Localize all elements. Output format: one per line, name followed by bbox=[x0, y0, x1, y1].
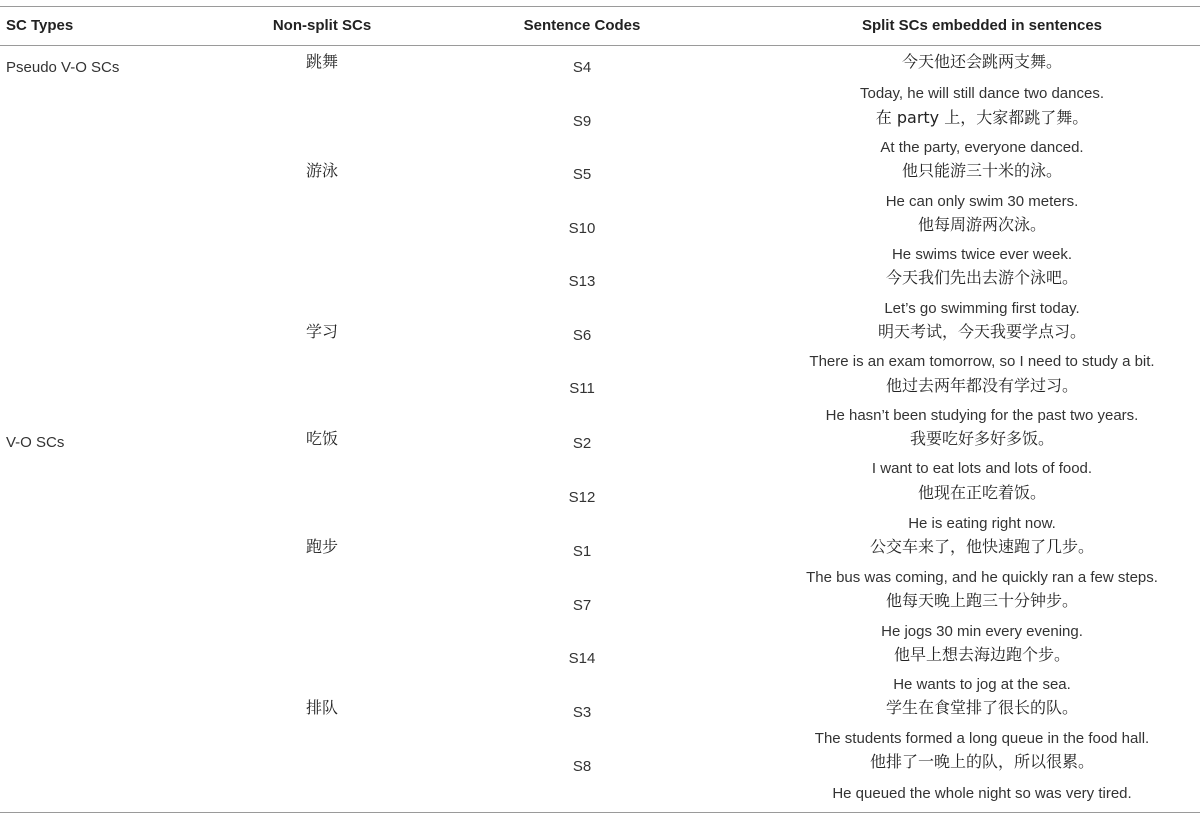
sentence-code: S14 bbox=[568, 650, 596, 667]
sentence-zh: 他只能游三十米的泳。 bbox=[901, 161, 1063, 180]
non-split-sc: 游泳 bbox=[305, 161, 339, 180]
sentence-zh: 今天他还会跳两支舞。 bbox=[901, 52, 1063, 71]
sentence-code: S8 bbox=[572, 758, 592, 775]
header-sentence-codes: Sentence Codes bbox=[523, 17, 641, 34]
non-split-sc: 跳舞 bbox=[305, 52, 339, 71]
sentence-zh: 他排了一晚上的队，所以很累。 bbox=[869, 752, 1095, 771]
non-split-sc: 吃饭 bbox=[305, 429, 339, 448]
sentence-code: S10 bbox=[568, 220, 596, 237]
sentence-en: The students formed a long queue in the food hall. bbox=[814, 730, 1150, 747]
header-sc-types: SC Types bbox=[6, 17, 74, 34]
sentence-en: Today, he will still dance two dances. bbox=[859, 85, 1105, 102]
sc-type-pseudo-vo: Pseudo V-O SCs bbox=[6, 59, 120, 76]
non-split-sc: 排队 bbox=[305, 698, 339, 717]
sentence-en: Let’s go swimming first today. bbox=[884, 300, 1080, 317]
sentence-code: S3 bbox=[572, 704, 592, 721]
header-split-scs: Split SCs embedded in sentences bbox=[861, 17, 1103, 34]
sentence-code: S12 bbox=[568, 489, 596, 506]
sentence-en: He swims twice ever week. bbox=[891, 246, 1073, 263]
sentence-en: He can only swim 30 meters. bbox=[885, 193, 1079, 210]
sentence-en: There is an exam tomorrow, so I need to study a bit. bbox=[809, 353, 1155, 370]
sentence-zh: 我要吃好多好多饭。 bbox=[909, 429, 1055, 448]
sentence-zh: 他每周游两次泳。 bbox=[917, 215, 1047, 234]
sentence-code: S6 bbox=[572, 327, 592, 344]
sc-type-vo: V-O SCs bbox=[6, 434, 65, 451]
sentence-code: S9 bbox=[572, 113, 592, 130]
sentence-en: The bus was coming, and he quickly ran a few steps. bbox=[806, 569, 1158, 586]
sentence-zh: 今天我们先出去游个泳吧。 bbox=[885, 268, 1079, 287]
sentence-code: S1 bbox=[572, 543, 592, 560]
sentence-zh: 学生在食堂排了很长的队。 bbox=[885, 698, 1079, 717]
sentence-zh: 公交车来了，他快速跑了几步。 bbox=[869, 537, 1095, 556]
sentence-zh: 他每天晚上跑三十分钟步。 bbox=[885, 591, 1079, 610]
sentence-code: S2 bbox=[572, 435, 592, 452]
header-non-split-scs: Non-split SCs bbox=[272, 17, 372, 34]
non-split-sc: 跑步 bbox=[305, 537, 339, 556]
sentence-zh: 他现在正吃着饭。 bbox=[917, 483, 1047, 502]
table-bottom-rule bbox=[0, 812, 1200, 813]
sentence-en: At the party, everyone danced. bbox=[880, 139, 1084, 156]
non-split-sc: 学习 bbox=[305, 322, 339, 341]
sentence-en: He wants to jog at the sea. bbox=[893, 676, 1071, 693]
sentence-zh: 他早上想去海边跑个步。 bbox=[893, 645, 1071, 664]
sentence-code: S5 bbox=[572, 166, 592, 183]
sentence-en: I want to eat lots and lots of food. bbox=[871, 460, 1093, 477]
table-top-rule bbox=[0, 6, 1200, 7]
sentence-code: S11 bbox=[569, 380, 595, 397]
sentence-zh: 他过去两年都没有学过习。 bbox=[885, 376, 1079, 395]
sentence-code: S7 bbox=[572, 597, 592, 614]
sentence-zh: 明天考试，今天我要学点习。 bbox=[877, 322, 1087, 341]
sentence-code: S4 bbox=[572, 59, 592, 76]
sentence-en: He is eating right now. bbox=[908, 515, 1056, 532]
sentence-code: S13 bbox=[568, 273, 596, 290]
sentence-en: He hasn’t been studying for the past two years. bbox=[825, 407, 1139, 424]
sentence-en: He jogs 30 min every evening. bbox=[881, 623, 1083, 640]
sentence-en: He queued the whole night so was very tired. bbox=[832, 785, 1132, 802]
sentence-zh: 在 party 上，大家都跳了舞。 bbox=[875, 108, 1089, 127]
table-header-rule bbox=[0, 45, 1200, 46]
